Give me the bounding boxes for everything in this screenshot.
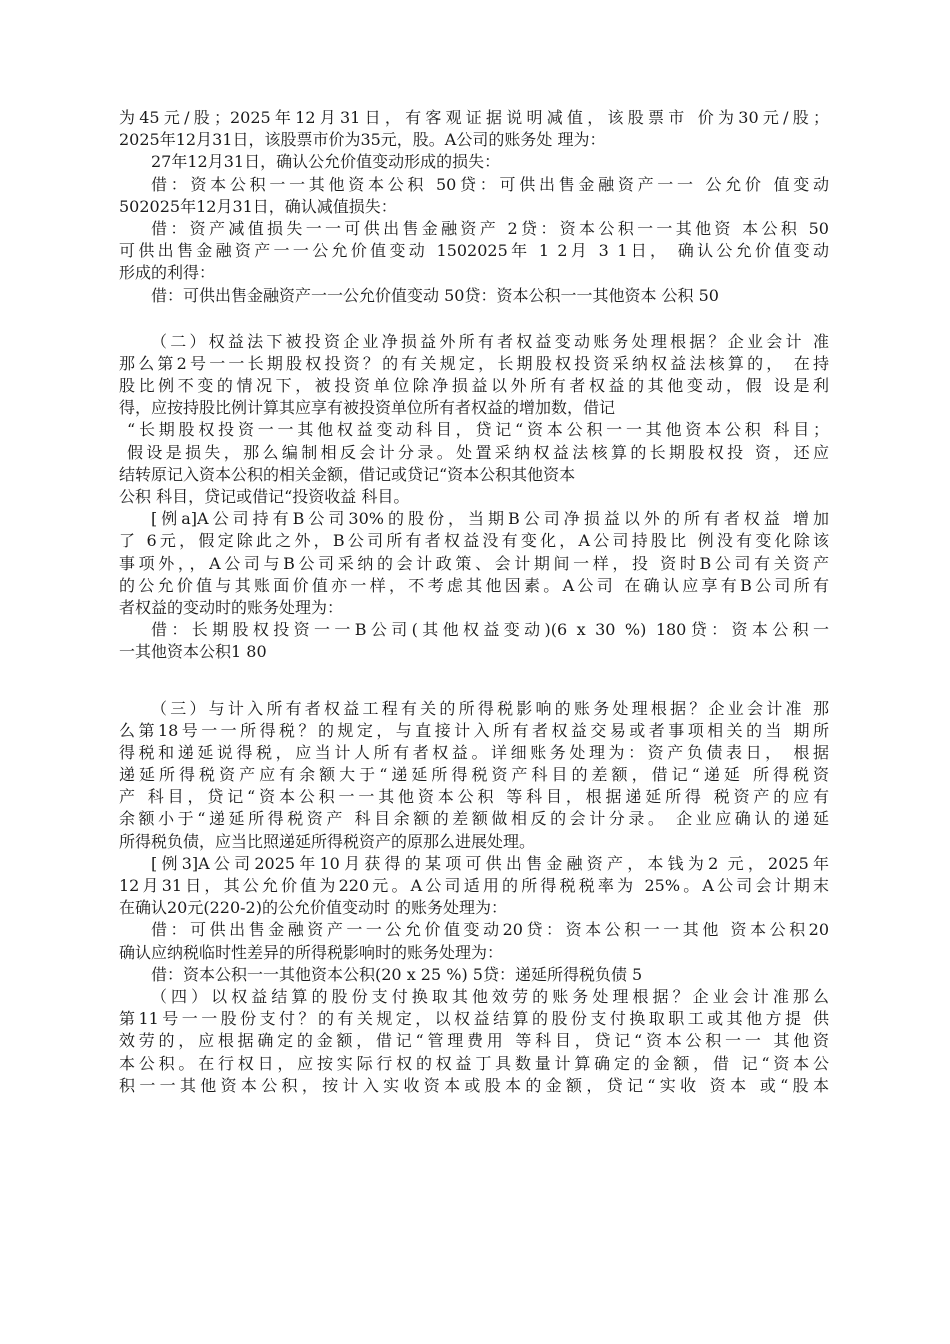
text-line: （二）权益法下被投资企业净损益外所有者权益变动账务处理根据？企业会计 准 bbox=[151, 331, 829, 351]
text-line: 公积 科目，贷记或借记“投资收益 科目。 bbox=[119, 487, 410, 506]
text-line: 事项外，，A公司与B公司采纳的会计政策、会计期间一样，投 资时B公司有关资产 bbox=[119, 553, 829, 573]
text-line: 产 科目，贷记“资本公积一一其他资本公积 等科目，根据递延所得 税资产的应有 bbox=[119, 787, 829, 807]
paragraph-gap bbox=[119, 664, 829, 698]
document-body bbox=[119, 107, 829, 1097]
text-line: 第11号一一股份支付？的有关规定，以权益结算的股份支付换取职工或其他方提 供 bbox=[119, 1009, 829, 1029]
text-line: 股比例不变的情况下，被投资单位除净损益以外所有者权益的其他变动，假 设是利 bbox=[119, 376, 829, 396]
text-line: 借：资本公积一一其他资本公积(20 x 25 %) 5贷：递延所得税负债 5 bbox=[151, 964, 643, 984]
text-line: “长期股权投资一一其他权益变动科目，贷记“资本公积一一其他资本公积 科目； bbox=[127, 420, 829, 440]
text-line: 得税和递延说得税，应当计人所有者权益。详细账务处理为：资产负债表日， 根据 bbox=[119, 742, 829, 762]
text-line: 者权益的变动时的账务处理为： bbox=[119, 597, 344, 617]
text-line: 积一一其他资本公积，按计入实收资本或股本的金额，贷记“实收 资本 或“股本 bbox=[119, 1075, 829, 1095]
text-line: 一其他资本公积1 80 bbox=[119, 642, 267, 662]
text-line: 借：长期股权投资一一B公司(其他权益变动)(6 x 30 %) 180贷：资本公积一 bbox=[151, 620, 829, 640]
text-line: 502025年12月31日，确认减值损失： bbox=[119, 196, 397, 216]
text-line: 形成的利得： bbox=[119, 263, 216, 283]
text-line: 确认应纳税临时性差异的所得税影响时的账务处理为： bbox=[119, 942, 504, 962]
text-line: 余额小于“递延所得税资产 科目余额的差额做相反的会计分录。 企业应确认的递延 bbox=[119, 809, 829, 829]
text-line: 为45元/股；2025年12月31日，有客观证据说明减值，该股票市 价为30元/股； bbox=[119, 108, 829, 127]
text-line: 本公积。在行权日，应按实际行权的权益丁具数量计算确定的金额，借 记“资本公 bbox=[119, 1053, 829, 1073]
text-line: （四）以权益结算的股份支付换取其他效劳的账务处理根据？企业会计准那么 bbox=[151, 986, 829, 1006]
text-line: 效劳的，应根据确定的金额，借记“管理费用 等科目，贷记“资本公积一一 其他资 bbox=[119, 1031, 829, 1051]
paragraph-gap bbox=[119, 307, 829, 331]
text-line: 么第18号一一所得税？的规定，与直接计入所有者权益交易或者事项相关的当 期所 bbox=[119, 720, 829, 740]
text-line: 得，应按持股比例计算其应享有被投资单位所有者权益的增加数，借记 bbox=[119, 398, 616, 418]
text-line: （三）与计入所有者权益工程有关的所得税影响的账务处理根据？企业会计准 那 bbox=[151, 698, 829, 718]
text-line: 在确认20元(220-2)的公允价值变动时 的账务处理为： bbox=[119, 898, 508, 918]
text-line: 27年12月31日，确认公允价值变动形成的损失： bbox=[151, 152, 501, 172]
text-line: 借：资本公积一一其他资本公积 50贷：可供出售金融资产一一 公允价 值变动 bbox=[151, 174, 829, 194]
text-line: 12月31日，其公允价值为220元。A公司适用的所得税税率为 25%。A公司会计期末 bbox=[119, 876, 829, 895]
text-line: 所得税负债，应当比照递延所得税资产的原那么进展处理。 bbox=[119, 831, 536, 851]
text-line: [例3]A公司2025年10月获得的某项可供出售金融资产，本钱为2 元，2025年 bbox=[151, 853, 829, 873]
text-line: 了 6元，假定除此之外，B公司所有者权益没有变化，A公司持股比 例没有变化除该 bbox=[119, 531, 829, 551]
text-line: 的公允价值与其账面价值亦一样，不考虑其他因素。A公司 在确认应享有B公司所有 bbox=[119, 575, 829, 595]
text-line: 假设是损失，那么编制相反会计分录。处置采纳权益法核算的长期股权投 资，还应 bbox=[127, 442, 829, 462]
text-line: 借：可供出售金融资产一一公允价值变动 50贷：资本公积一一其他资本 公积 50 bbox=[151, 285, 719, 305]
text-line: 可供出售金融资产一一公允价值变动 1502025年 1 2月 3 1日， 确认公允价值变动 bbox=[119, 241, 829, 261]
text-line: 借：资产减值损失一一可供出售金融资产 2贷：资本公积一一其他资 本公积 50 bbox=[151, 218, 829, 238]
text-line: 递延所得税资产应有余额大于“递延所得税资产科目的差额，借记“递延 所得税资 bbox=[119, 765, 829, 785]
text-line: 那么第2号一一长期股权投资？的有关规定，长期股权投资采纳权益法核算的， 在持 bbox=[119, 353, 829, 373]
text-line: [例a]A公司持有B公司30%的股份，当期B公司净损益以外的所有者权益 增加 bbox=[151, 509, 829, 529]
text-line: 2025年12月31日，该股票市价为35元，股。A公司的账务处 理为： bbox=[119, 130, 606, 150]
text-line: 借：可供出售金融资产一一公允价值变动20贷：资本公积一一其他 资本公积20 bbox=[151, 920, 829, 940]
text-line: 结转原记入资本公积的相关金额，借记或贷记“资本公积其他资本 bbox=[119, 464, 576, 484]
